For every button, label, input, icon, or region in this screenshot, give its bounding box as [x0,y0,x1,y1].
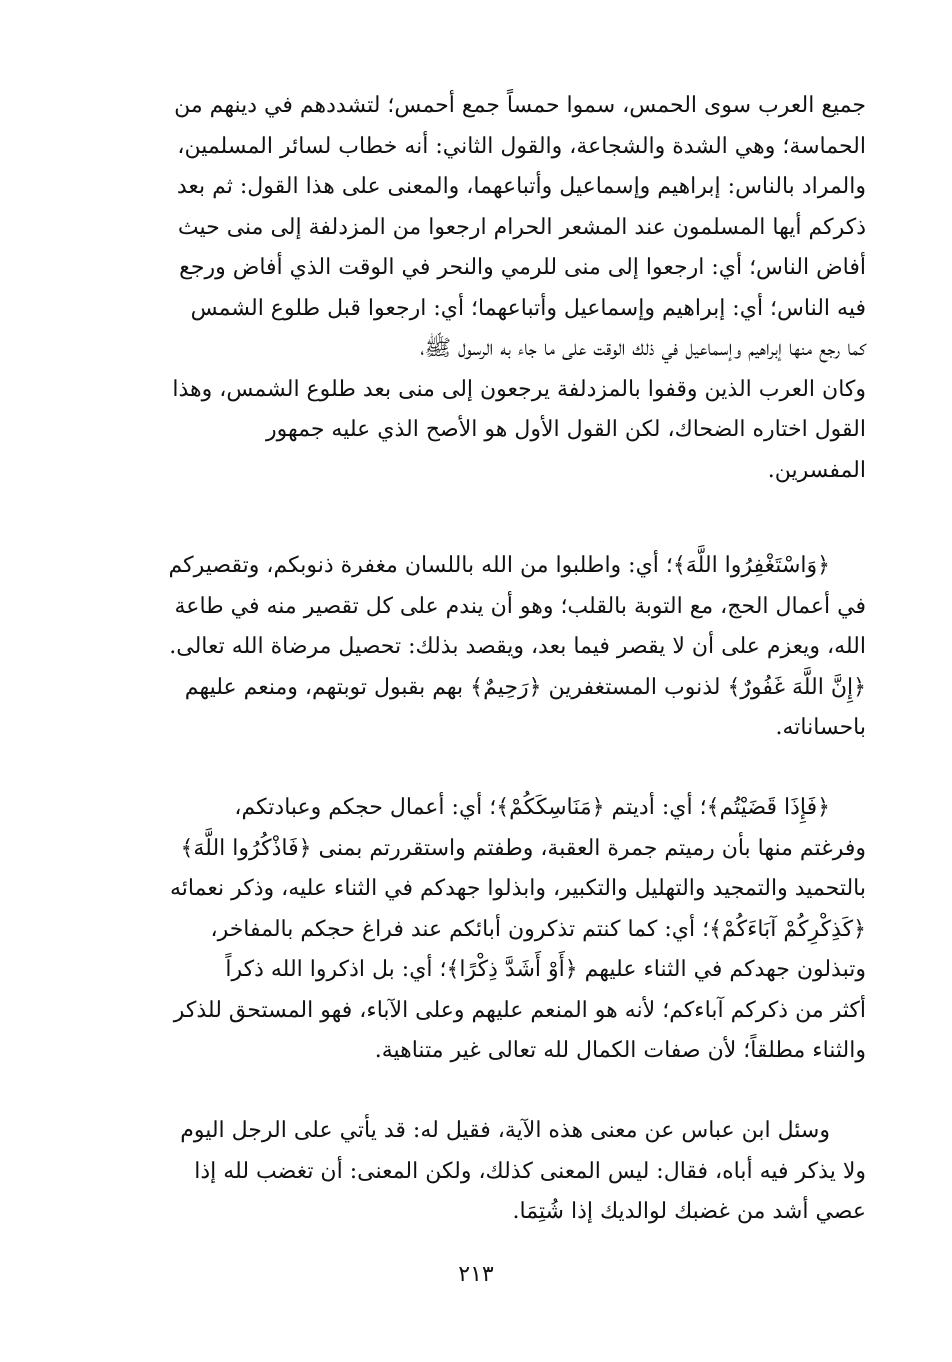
text-line: أكثر من ذكركم آباءكم؛ لأنه هو المنعم عليهم وعلى الآباء، فهو المستحق للذكر [173,997,866,1023]
text-line: الحماسة؛ وهي الشدة والشجاعة، والقول الثاني: أنه خطاب لسائر المسلمين، [177,133,866,159]
text-line: الله، ويعزم على أن لا يقصر فيما بعد، ويقصد بذلك: تحصيل مرضاة الله تعالى. [169,634,866,659]
text-line: عصي أشد من غضبك لوالديك إذا شُتِمَا. [512,1199,866,1224]
text-line: والثناء مطلقاً؛ لأن صفات الكمال لله تعالى غير متناهية. [374,1038,866,1063]
text-line: ذكركم أيها المسلمون عند المشعر الحرام ارجعوا من المزدلفة إلى منى حيث [177,214,866,240]
paragraph-2 [98,546,866,749]
text-line: ولا يذكر فيه أباه، فقال: ليس المعنى كذلك، ولكن المعنى: أن تغضب لله إذا [194,1158,866,1184]
text-line: باحساناته. [775,715,866,740]
text-line: ﴿فَإِذَا قَضَيْتُم﴾؛ أي: أديتم ﴿مَنَاسِكَكُمْ﴾؛ أي: أعمال حجكم وعبادتكم، [234,795,830,820]
text-line: في أعمال الحج، مع التوبة بالقلب؛ وهو أن يندم على كل تقصير منه في طاعة [174,593,866,619]
paragraph-4 [98,1111,866,1233]
text-line: وكان العرب الذين وقفوا بالمزدلفة يرجعون إلى منى بعد طلوع الشمس، وهذا [172,376,866,402]
text-line: جميع العرب سوى الحمس، سموا حمساً جمع أحمس؛ لتشددهم في دينهم من [174,93,866,118]
text-line: وسئل ابن عباس عن معنى هذه الآية، فقيل له: قد يأتي على الرجل اليوم [180,1118,830,1143]
text-line: ﴿كَذِكْرِكُمْ آبَاءَكُمْ﴾؛ أي: كما كنتم تذكرون أبائكم عند فراغ حجكم بالمفاخر، [210,916,866,942]
text-line: القول اختاره الضحاك، لكن القول الأول هو الأصح الذي عليه جمهور [265,417,866,442]
text-line: أفاض الناس؛ أي: ارجعوا إلى منى للرمي والنحر في الوقت الذي أفاض ورجع [179,255,866,280]
text-line: كما رجع منها إبراهيم وإسماعيل في ذلك الوقت على ما جاء به الرسول ﷺ، [420,336,866,361]
text-line: ﴿إِنَّ اللَّهَ غَفُورٌ﴾ لذنوب المستغفرين ﴿رَحِيمٌ﴾ بهم بقبول توبتهم، ومنعم عليهم [184,674,866,700]
text-line: وفرغتم منها بأن رميتم جمرة العقبة، وطفتم واستقررتم بمنى ﴿فَاذْكُرُوا اللَّهَ﴾ [180,835,866,861]
text-line: بالتحميد والتمجيد والتهليل والتكبير، وابذلوا جهدكم في الثناء عليه، وذكر نعمائه [170,876,866,901]
paragraph-1 [98,86,866,491]
text-line: فيه الناس؛ أي: إبراهيم وإسماعيل وأتباعهما؛ أي: ارجعوا قبل طلوع الشمس [190,295,866,321]
paragraph-3 [98,788,866,1072]
text-line: وتبذلون جهدكم في الثناء عليهم ﴿أَوْ أَشَدَّ ذِكْرًا﴾؛ أي: بل اذكروا الله ذكراً [225,957,866,982]
text-line: والمراد بالناس: إبراهيم وإسماعيل وأتباعهما، والمعنى على هذا القول: ثم بعد [176,174,866,199]
page-number: ٢١٣ [458,1262,494,1287]
text-line: المفسرين. [767,457,866,483]
text-line: ﴿وَاسْتَغْفِرُوا اللَّهَ﴾؛ أي: واطلبوا من الله باللسان مغفرة ذنوبكم، وتقصيركم [168,553,830,578]
